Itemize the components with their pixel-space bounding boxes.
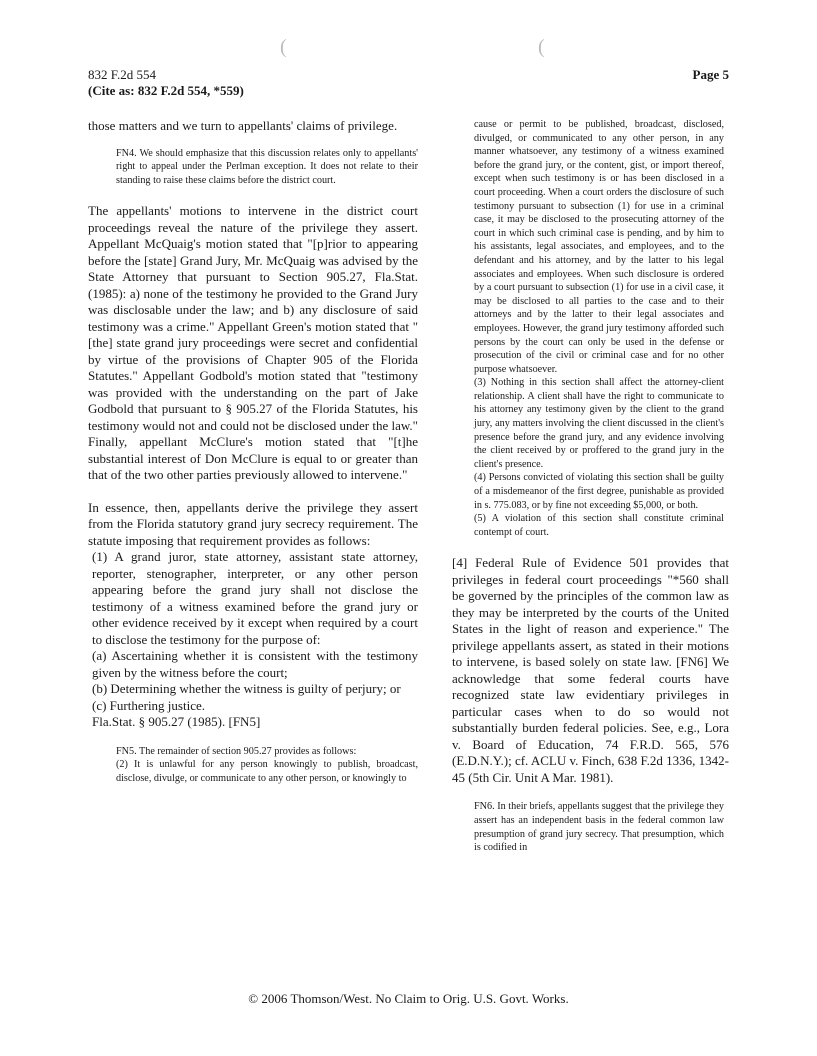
statute-clause-a: (a) Ascertaining whether it is consistent with the testimony given by the witness before the court; [92,648,418,680]
footnote-5-continued: cause or permit to be published, broadcast, disclosed, divulged, or communicated to any other person, in any manner whatsoever, any testimony of a witness examined before the grand jury, or the content, gist, or import thereof, except when such testimony is or has been disclosed in a court proceeding. When a court orders the disclosure of such testimony pursuant to subsection (1) for use in a criminal case, it may be disclosed to the prosecuting attorney of the court in which such criminal case is pending, and by him to his assistants, legal associates, and employees, and to the defendant and his attorney, and by the latter to his legal associates and employees. When such disclosure is ordered by a court pursuant to subsection (1) for use in a civil case, it may be disclosed to all parties to the case and to their attorneys and by the latter to their legal associates and employees. However, the grand jury testimony afforded such persons by the court can only be used in the defense or prosecution of the civil or criminal case and for no other purpose whatsoever. [474,119,724,375]
footnote-5-subsection-4: (4) Persons convicted of violating this section shall be guilty of a misdemeanor of the first degree, punishable as provided in s. 775.083, or by fine not exceeding $5,000, or both. [474,472,724,511]
scan-mark: ( [280,36,287,58]
footnote-5-subsection-2: (2) It is unlawful for any person knowingly to publish, broadcast, disclose, divulge, or communicate to any other person, or knowingly to [116,759,418,784]
paragraph: [4] Federal Rule of Evidence 501 provides that privileges in federal court proceedings "*560 shall be governed by the principles of the common law as they may be interpreted by the courts of the United States in the light of reason and experience." The privilege appellants assert, as stated in their motions to intervene, is based solely on state law. [FN6] We acknowledge that some federal courts have recognized state law evidentiary privileges in particular cases when to do so would not substantially burden federal policies. See, e.g., Lora v. Board of Education, 74 F.R.D. 565, 576 (E.D.N.Y.); cf. ACLU v. Finch, 638 F.2d 1336, 1342-45 (5th Cir. Unit A Mar. 1981). [452,555,730,785]
reporter-citation: 832 F.2d 554 [88,67,156,82]
footnote-5-subsection-3: (3) Nothing in this section shall affect the attorney-client relationship. A client shall have the right to communicate to his attorney any testimony given by the client to the grand jury, any matters involving the client discussed in the client's presence before the grand jury, and any evidence involving the client received by or proffered to the grand jury in the client's presence. [474,377,724,470]
left-column [88,118,418,786]
page-number: Page 5 [692,67,729,82]
paragraph: In essence, then, appellants derive the privilege they assert from the Florida statutory grand jury secrecy requirement. The statute imposing that requirement provides as follows: [88,499,418,548]
footnote-5-subsection-5: (5) A violation of this section shall constitute criminal contempt of court. [474,513,724,538]
footnote-6: FN6. In their briefs, appellants suggest that the privilege they assert has an independent basis in the federal common law presumption of grand jury secrecy. That presumption, which is codified in [474,801,724,854]
footnote-5: FN5. The remainder of section 905.27 provides as follows: [116,745,357,757]
paragraph: The appellants' motions to intervene in the district court proceedings reveal the nature of the privilege they assert. Appellant McQuaig's motion stated that "[p]rior to appearing before the [state] Grand Jury, Mr. McQuaig was advised by the State Attorney that pursuant to Section 905.27, Fla.Stat. (1985): a) none of the testimony he provided to the Grand Jury was disclosable under the law; and b) any disclosure of said testimony was a crime." Appellant Green's motion stated that "[the] state grand jury proceedings were secret and confidential by virtue of the provisions of Chapter 905 of the Florida Statutes." Appellant Godbold's motion stated that "testimony was provided with the understanding on the part of Jake Godbold that pursuant to § 905.27 of the Florida Statutes, his testimony would not and could not be disclosed under the law." Finally, appellant McClure's motion stated that "[t]he substantial interest of Don McClure is equal to or greater than that of the two other parties previously allowed to intervene." [88,203,418,483]
copyright-footer: © 2006 Thomson/West. No Claim to Orig. U.S. Govt. Works. [248,991,569,1006]
statute-subsection-1: (1) A grand juror, state attorney, assistant state attorney, reporter, stenographer, interpreter, or any other person appearing before the grand jury shall not disclose the testimony of a witness examined before the grand jury or other evidence received by it except when required by a court to disclose the testimony for the purpose of: [92,549,418,647]
statute-citation: Fla.Stat. § 905.27 (1985). [FN5] [92,714,261,730]
footnote-4: FN4. We should emphasize that this discussion relates only to appellants' right to appeal under the Perlman exception. It does not relate to their standing to raise these claims before the district court. [116,147,418,186]
cite-as: (Cite as: 832 F.2d 554, *559) [88,83,244,98]
right-column [446,118,729,855]
statute-clause-b: (b) Determining whether the witness is guilty of perjury; or [92,681,401,697]
paragraph: those matters and we turn to appellants' claims of privilege. [88,118,398,133]
statute-clause-c: (c) Furthering justice. [92,697,205,713]
scan-mark: ( [538,36,545,58]
page-header [88,67,244,99]
